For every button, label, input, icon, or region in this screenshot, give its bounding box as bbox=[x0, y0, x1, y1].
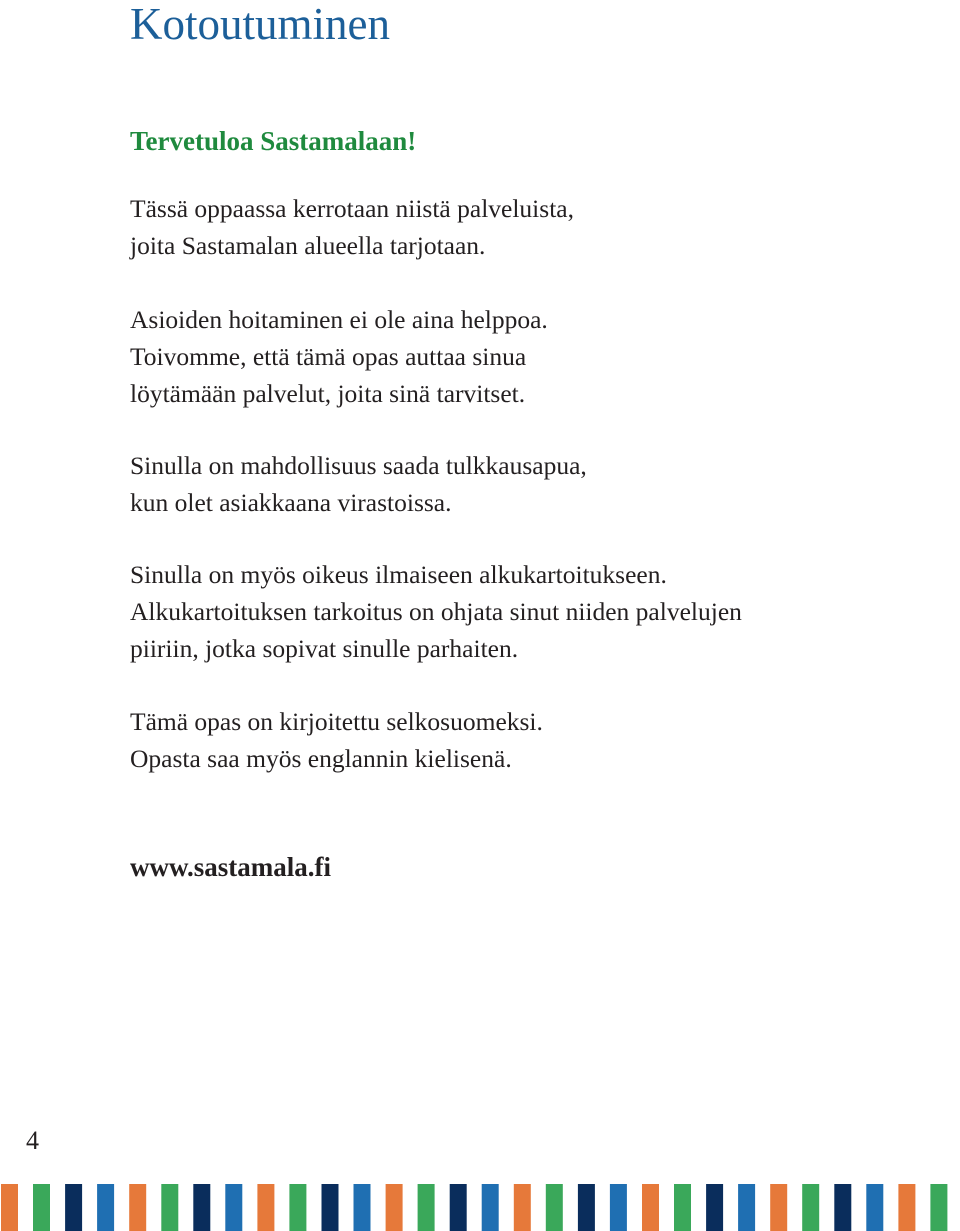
stripe bbox=[322, 1184, 339, 1231]
stripe bbox=[578, 1184, 595, 1231]
stripe bbox=[289, 1184, 306, 1231]
stripe bbox=[65, 1184, 82, 1231]
welcome-heading: Tervetuloa Sastamalaan! bbox=[130, 126, 417, 156]
stripe bbox=[225, 1184, 242, 1231]
stripe bbox=[514, 1184, 531, 1231]
stripe bbox=[674, 1184, 691, 1231]
text-line: Tämä opas on kirjoitettu selkosuomeksi. bbox=[130, 707, 543, 736]
stripe bbox=[33, 1184, 50, 1231]
text-line: Sinulla on mahdollisuus saada tulkkausapua, bbox=[130, 451, 587, 480]
stripe bbox=[738, 1184, 755, 1231]
text-line: Alkukartoituksen tarkoitus on ohjata sinut niiden palvelujen bbox=[130, 597, 742, 626]
stripe bbox=[1, 1184, 18, 1231]
text-line: piiriin, jotka sopivat sinulle parhaiten. bbox=[130, 634, 519, 663]
stripe bbox=[193, 1184, 210, 1231]
text-line: Opasta saa myös englannin kielisenä. bbox=[130, 744, 512, 773]
stripe bbox=[642, 1184, 659, 1231]
stripe bbox=[97, 1184, 114, 1231]
text-line: kun olet asiakkaana virastoissa. bbox=[130, 488, 452, 517]
stripe bbox=[898, 1184, 915, 1231]
page-title: Kotoutuminen bbox=[130, 0, 390, 49]
website-link[interactable]: www.sastamala.fi bbox=[130, 852, 331, 882]
text-line: joita Sastamalan alueella tarjotaan. bbox=[130, 231, 486, 260]
stripe bbox=[161, 1184, 178, 1231]
paragraph-services bbox=[130, 190, 574, 264]
stripe bbox=[610, 1184, 627, 1231]
paragraph-initial-assessment bbox=[130, 556, 742, 667]
text-line: Tässä oppaassa kerrotaan niistä palveluista, bbox=[130, 194, 574, 223]
stripe bbox=[770, 1184, 787, 1231]
stripe bbox=[354, 1184, 371, 1231]
text-line: Asioiden hoitaminen ei ole aina helppoa. bbox=[130, 305, 548, 334]
stripe bbox=[129, 1184, 146, 1231]
stripe bbox=[834, 1184, 851, 1231]
decorative-stripe-border bbox=[0, 1184, 960, 1231]
stripe bbox=[930, 1184, 947, 1231]
paragraph-language bbox=[130, 703, 543, 777]
paragraph-interpretation bbox=[130, 447, 587, 521]
text-line: Sinulla on myös oikeus ilmaiseen alkukartoitukseen. bbox=[130, 560, 667, 589]
stripe bbox=[418, 1184, 435, 1231]
stripe bbox=[257, 1184, 274, 1231]
stripe bbox=[706, 1184, 723, 1231]
stripe bbox=[482, 1184, 499, 1231]
paragraph-guide-purpose bbox=[130, 301, 548, 412]
text-line: Toivomme, että tämä opas auttaa sinua bbox=[130, 342, 527, 371]
stripe bbox=[802, 1184, 819, 1231]
stripe bbox=[866, 1184, 883, 1231]
page-number: 4 bbox=[26, 1126, 39, 1155]
stripe bbox=[386, 1184, 403, 1231]
stripe bbox=[546, 1184, 563, 1231]
stripe bbox=[450, 1184, 467, 1231]
text-line: löytämään palvelut, joita sinä tarvitset. bbox=[130, 379, 526, 408]
